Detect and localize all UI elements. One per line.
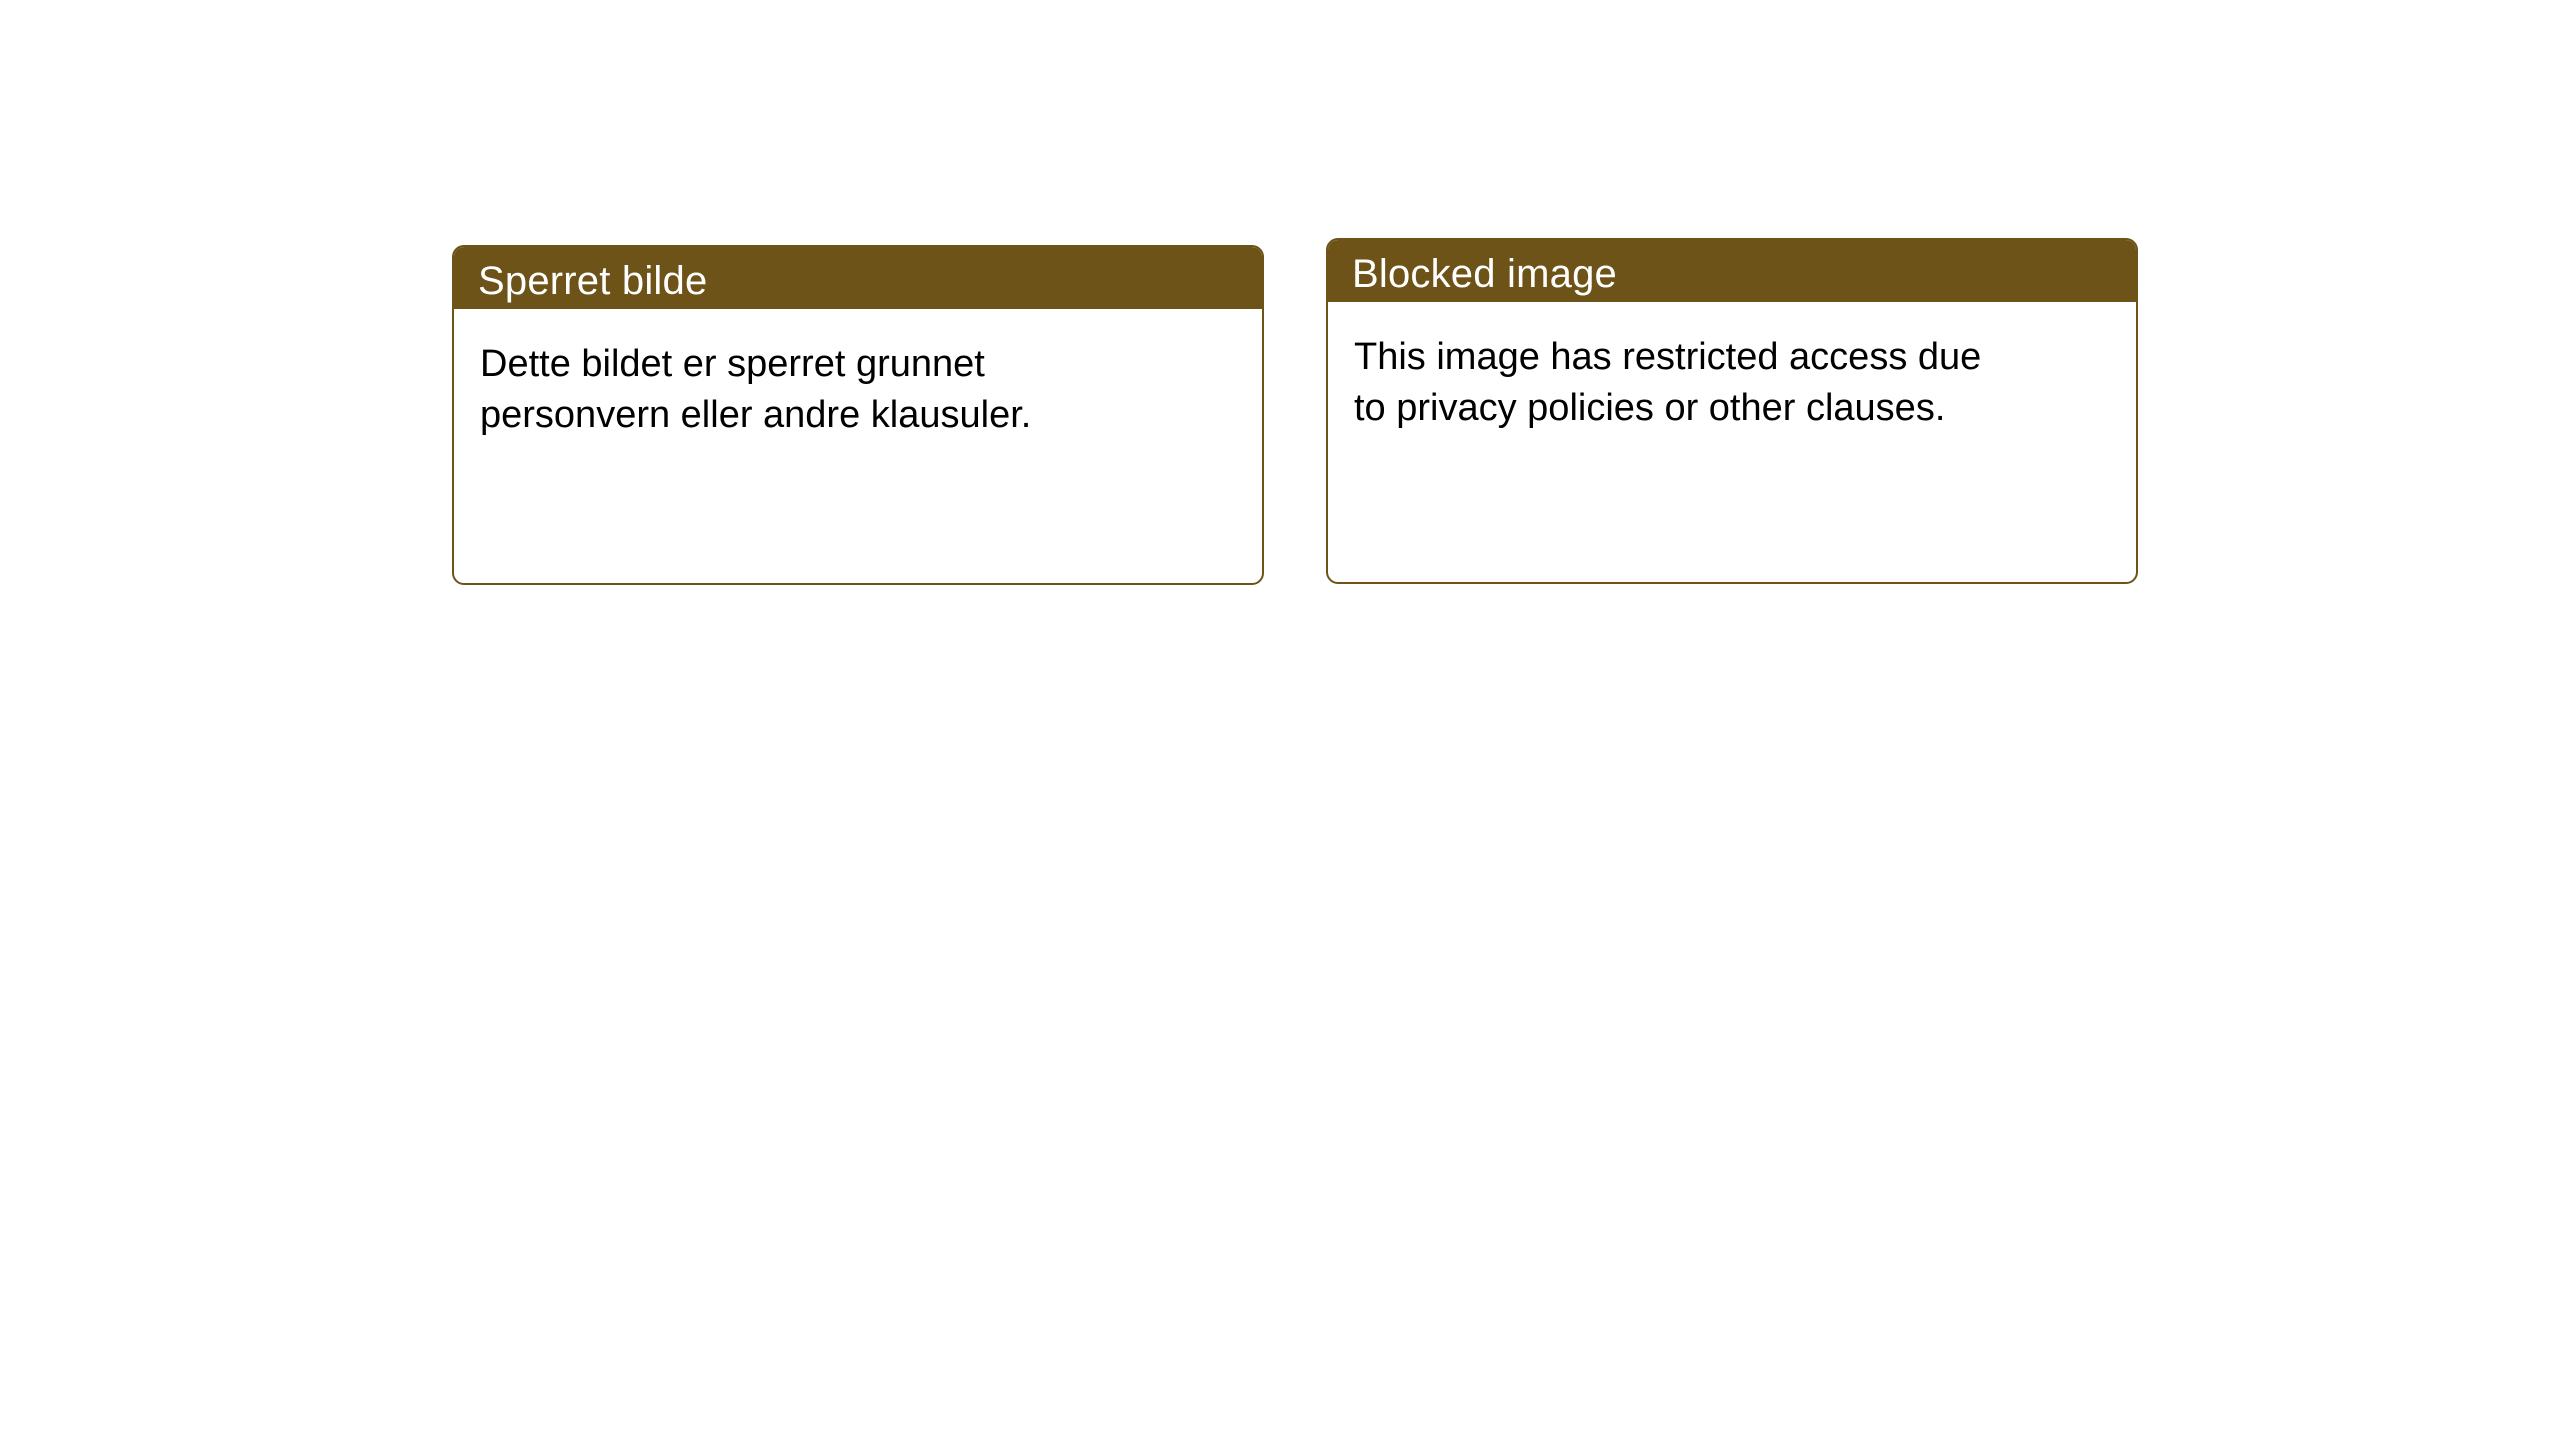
blocked-image-notice-card-no xyxy=(452,245,1264,585)
notice-body-text-no: Dette bildet er sperret grunnet personvern eller andre klausuler. xyxy=(480,343,1032,437)
notice-body-en xyxy=(1328,302,2136,435)
blocked-image-notice-card-en xyxy=(1326,238,2138,584)
notice-body-text-en: This image has restricted access due to privacy policies or other clauses. xyxy=(1354,336,1982,430)
notice-title-en: Blocked image xyxy=(1328,240,2136,302)
notice-title-no: Sperret bilde xyxy=(454,247,1262,309)
notice-body-no xyxy=(454,309,1262,442)
